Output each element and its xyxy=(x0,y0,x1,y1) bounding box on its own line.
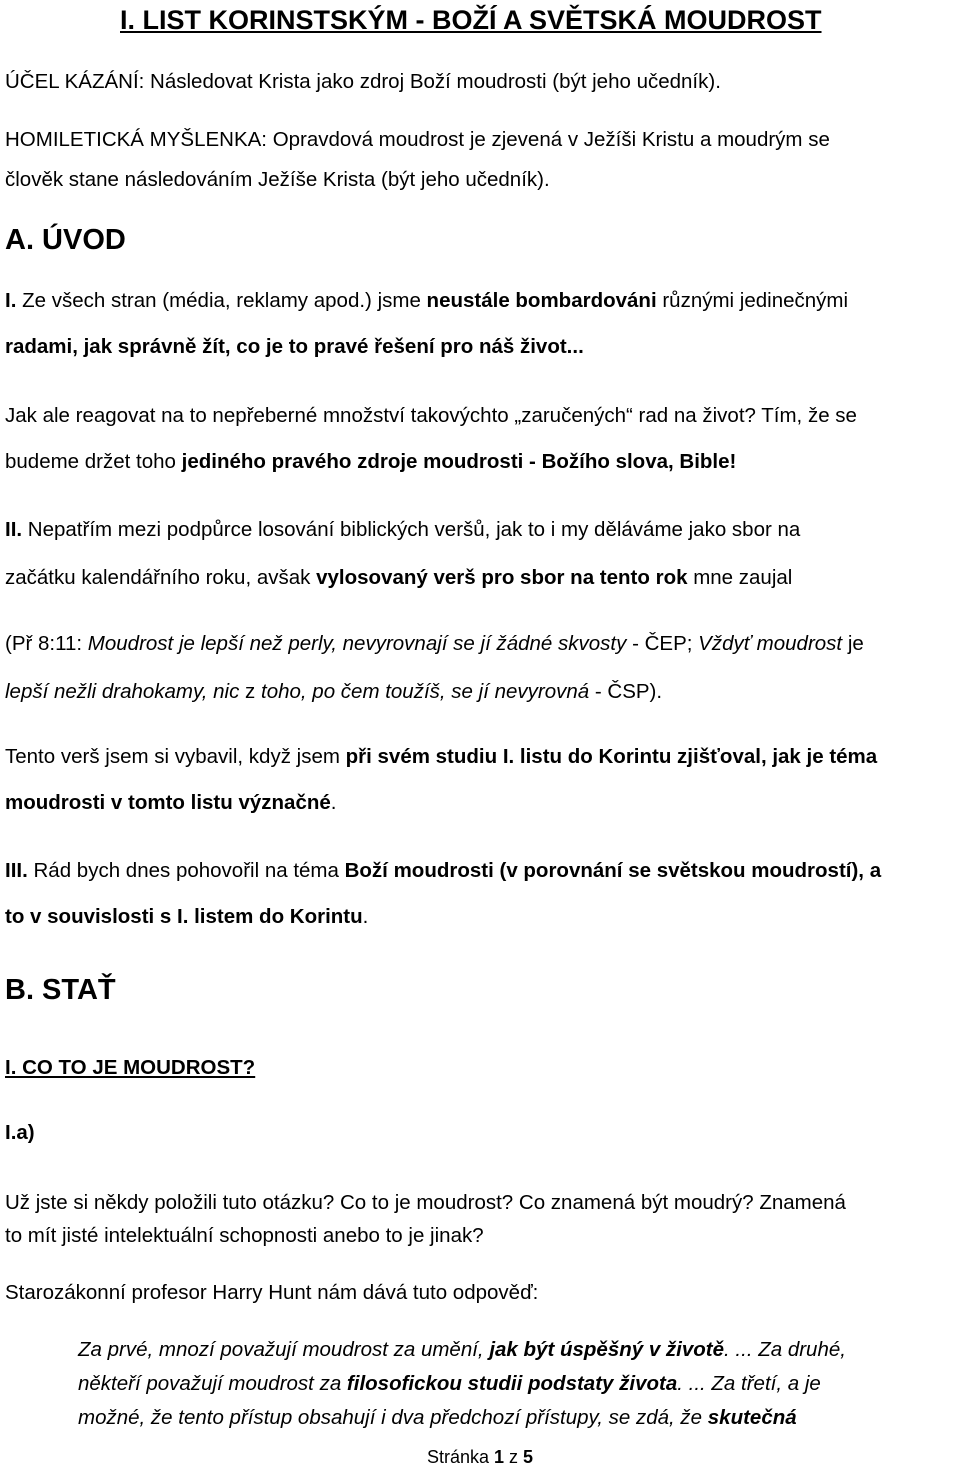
roman-numeral-1: I. xyxy=(5,289,17,312)
bold-run: Boží moudrosti (v porovnání se světskou moudrostí), a xyxy=(344,859,882,882)
intro-paragraph-1 xyxy=(5,278,952,370)
text-run: Rád bych dnes pohovořil na téma xyxy=(27,859,345,882)
document-title xyxy=(120,2,822,38)
text-run: Už jste si někdy položili tuto otázku? Co to je moudrost? Co znamená být moudrý? Znamená xyxy=(5,1191,846,1214)
title-text: I. LIST KORINSTSKÝM - BOŽÍ A SVĚTSKÁ MOUDROST xyxy=(120,5,822,35)
section-a-heading: A. ÚVOD xyxy=(5,224,126,256)
bold-run: neustále bombardováni xyxy=(426,289,657,312)
study-paragraph xyxy=(5,734,952,826)
text-run: je xyxy=(842,632,864,655)
topic-paragraph xyxy=(5,848,952,940)
footer-label: Stránka xyxy=(426,1447,494,1467)
hunt-quote-block xyxy=(78,1333,952,1435)
bold-run: moudrosti v tomto listu význačné xyxy=(5,791,331,814)
intro-paragraph-2 xyxy=(5,393,952,485)
italic-run: toho, po čem toužíš, se jí nevyrovná xyxy=(261,680,590,703)
text-run: Jak ale reagovat na to nepřeberné množství takovýchto „zaručených“ rad na život? Tím, že se xyxy=(5,404,857,427)
bold-run: při svém studiu I. listu do Korintu zjišťoval, jak je téma xyxy=(345,745,878,768)
verse-quote-paragraph xyxy=(5,620,952,716)
italic-run: . ... Za druhé, xyxy=(724,1338,846,1361)
italic-run: lepší nežli drahokamy, nic xyxy=(5,680,240,703)
text-run: různými jedinečnými xyxy=(656,289,849,312)
homiletic-line-1: HOMILETICKÁ MYŠLENKA: Opravdová moudrost je zjevená v Ježíši Kristu a moudrým se xyxy=(5,128,830,151)
bold-run: vylosovaný verš pro sbor na tento rok xyxy=(316,566,688,589)
italic-run: Vždyť moudrost xyxy=(698,632,843,655)
page-footer xyxy=(0,1443,960,1471)
purpose-line: ÚČEL KÁZÁNÍ: Následovat Krista jako zdroj Boží moudrosti (být jeho učedník). xyxy=(5,70,721,93)
text-run: . xyxy=(362,905,369,928)
bold-run: radami, jak správně žít, co je to pravé řešení pro náš život... xyxy=(5,335,584,358)
question-paragraph xyxy=(5,1186,952,1252)
italic-run: Moudrost je lepší než perly, nevyrovnají se jí žádné skvosty xyxy=(87,632,627,655)
text-run: Tento verš jsem si vybavil, když jsem xyxy=(5,745,346,768)
text-run: mne zaujal xyxy=(687,566,793,589)
total-page-count: 5 xyxy=(523,1447,534,1467)
footer-separator: z xyxy=(504,1447,524,1467)
roman-numeral-3: III. xyxy=(5,859,28,882)
bold-italic-run: skutečná xyxy=(707,1406,797,1429)
heading-what-is-wisdom: I. CO TO JE MOUDROST? xyxy=(5,1056,256,1079)
bold-italic-run: filosofickou studii podstaty života xyxy=(346,1372,678,1395)
text-run: Ze všech stran (média, reklamy apod.) jsme xyxy=(16,289,427,312)
bold-run: jediného pravého zdroje moudrosti - Božího slova, Bible! xyxy=(181,450,737,473)
text-run: . xyxy=(330,791,337,814)
text-run: z xyxy=(239,680,261,703)
text-run: - ČEP; xyxy=(626,632,699,655)
text-run: budeme držet toho xyxy=(5,450,182,473)
text-run: (Př 8:11: xyxy=(5,632,88,655)
italic-run: . ... Za třetí, a je xyxy=(677,1372,821,1395)
homiletic-paragraph xyxy=(5,120,952,200)
heading-subsection-ia: I.a) xyxy=(5,1121,35,1144)
text-run: - ČSP). xyxy=(589,680,663,703)
bold-italic-run: jak být úspěšný v životě xyxy=(489,1338,725,1361)
italic-run: někteří považují moudrost za xyxy=(78,1372,347,1395)
text-run: Nepatřím mezi podpůrce losování biblických veršů, jak to i my děláváme jako sbor na xyxy=(22,518,801,541)
section-b-heading: B. STAŤ xyxy=(5,974,116,1006)
bold-run: to v souvislosti s I. listem do Korintu xyxy=(5,905,363,928)
intro-paragraph-3 xyxy=(5,506,952,602)
homiletic-line-2: člověk stane následováním Ježíše Krista (být jeho učedník). xyxy=(5,168,550,191)
text-run: to mít jisté intelektuální schopnosti anebo to je jinak? xyxy=(5,1224,484,1247)
current-page-number: 1 xyxy=(494,1447,505,1467)
roman-numeral-2: II. xyxy=(5,518,23,541)
italic-run: Za prvé, mnozí považují moudrost za umění, xyxy=(78,1338,490,1361)
text-run: začátku kalendářního roku, avšak xyxy=(5,566,317,589)
hunt-intro-paragraph: Starozákonní profesor Harry Hunt nám dává tuto odpověď: xyxy=(5,1281,539,1304)
italic-run: možné, že tento přístup obsahují i dva předchozí přístupy, se zdá, že xyxy=(78,1406,708,1429)
